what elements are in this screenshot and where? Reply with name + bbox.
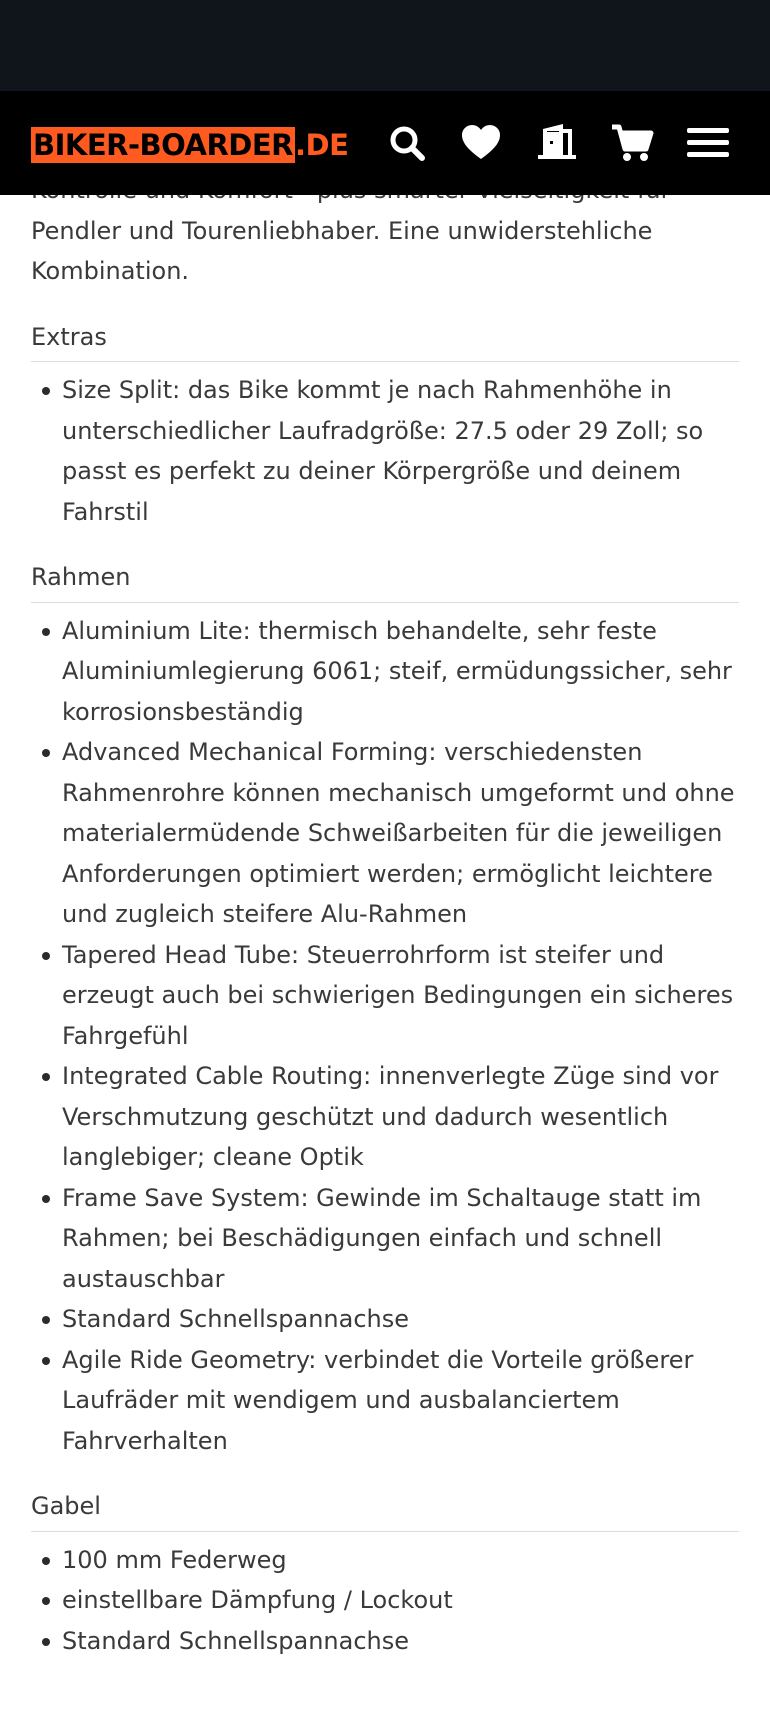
site-header bbox=[0, 91, 770, 195]
list-item: Advanced Mechanical Forming: verschiedensten Rahmenrohre können mechanisch umgeformt und ohne materialermüdende Schweißarbeiten für die jeweiligen Anforderungen optimiert werden; ermöglicht leichtere und zugleich steifere Alu-Rahmen bbox=[62, 732, 739, 935]
list-item: Aluminium Lite: thermisch behandelte, sehr feste Aluminiumlegierung 6061; steif, ermüdungssicher, sehr korrosionsbeständig bbox=[62, 611, 739, 733]
menu-icon[interactable] bbox=[686, 121, 730, 165]
section-title-gabel: Gabel bbox=[31, 1486, 739, 1532]
rahmen-list bbox=[31, 611, 739, 1462]
login-door-icon[interactable] bbox=[535, 121, 579, 165]
gabel-list bbox=[31, 1540, 739, 1662]
list-item: einstellbare Dämpfung / Lockout bbox=[62, 1580, 739, 1621]
section-title-extras: Extras bbox=[31, 317, 739, 363]
intro-text: Pendler und Tourenliebhaber. Eine unwiderstehliche Kombination. bbox=[31, 216, 653, 285]
header-icons bbox=[0, 91, 770, 195]
status-bar bbox=[0, 0, 770, 91]
list-item: 100 mm Federweg bbox=[62, 1540, 739, 1581]
product-description bbox=[31, 170, 739, 1661]
list-item: Size Split: das Bike kommt je nach Rahmenhöhe in unterschiedlicher Laufradgröße: 27.5 oder 29 Zoll; so passt es perfekt zu deiner Körpergröße und deinem Fahrstil bbox=[62, 370, 739, 532]
list-item: Standard Schnellspannachse bbox=[62, 1621, 739, 1662]
heart-icon[interactable] bbox=[459, 121, 503, 165]
list-item: Agile Ride Geometry: verbindet die Vorteile größerer Laufräder mit wendigem und ausbalanciertem Fahrverhalten bbox=[62, 1340, 739, 1462]
list-item: Standard Schnellspannachse bbox=[62, 1299, 739, 1340]
logo-domain: .DE bbox=[295, 128, 349, 162]
list-item: Tapered Head Tube: Steuerrohrform ist steifer und erzeugt auch bei schwierigen Bedingungen ein sicheres Fahrgefühl bbox=[62, 935, 739, 1057]
section-title-rahmen: Rahmen bbox=[31, 557, 739, 603]
cart-icon[interactable] bbox=[610, 121, 654, 165]
extras-list bbox=[31, 370, 739, 532]
logo-text: BIKER-BOARDER bbox=[33, 128, 294, 162]
list-item: Frame Save System: Gewinde im Schaltauge statt im Rahmen; bei Beschädigungen einfach und schnell austauschbar bbox=[62, 1178, 739, 1300]
search-icon[interactable] bbox=[385, 121, 429, 165]
list-item: Integrated Cable Routing: innenverlegte Züge sind vor Verschmutzung geschützt und dadurch wesentlich langlebiger; cleane Optik bbox=[62, 1056, 739, 1178]
